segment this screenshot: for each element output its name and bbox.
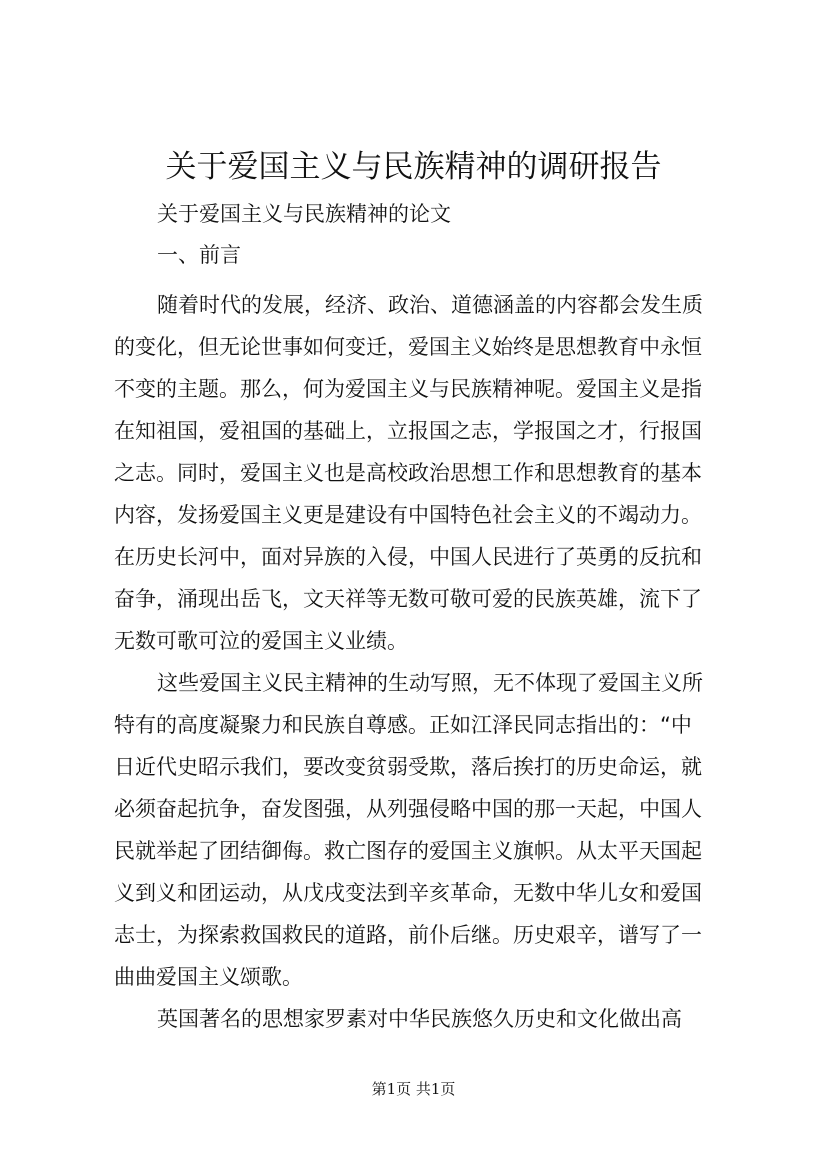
paragraph-1: [114, 284, 734, 662]
paragraph-line: 这些爱国主义民主精神的生动写照，无不体现了爱国主义所: [157, 671, 703, 695]
paragraph-line: 不变的主题。那么，何为爱国主义与民族精神呢。爱国主义是指: [114, 377, 702, 401]
paragraph-line: 民就举起了团结御侮。救亡图存的爱国主义旗帜。从太平天国起: [114, 839, 702, 863]
paragraph-line: 日近代史昭示我们，要改变贫弱受欺，落后挨打的历史命运，就: [114, 755, 702, 779]
section-heading: 一、前言: [157, 243, 241, 267]
page-title: 关于爱国主义与民族精神的调研报告: [165, 149, 662, 185]
paragraph-line: 曲曲爱国主义颂歌。: [114, 965, 303, 989]
paragraph-line: 英国著名的思想家罗素对中华民族悠久历史和文化做出高: [157, 1007, 682, 1031]
page-footer: 第1页 共1页: [371, 1080, 456, 1098]
paragraph-2: [114, 662, 734, 998]
paragraph-line: 随着时代的发展，经济、政治、道德涵盖的内容都会发生质: [157, 293, 703, 317]
paragraph-3: [114, 998, 734, 1040]
paragraph-line: 的变化，但无论世事如何变迁，爱国主义始终是思想教育中永恒: [114, 335, 702, 359]
paragraph-line: 必须奋起抗争，奋发图强，从列强侵略中国的那一天起，中国人: [114, 797, 702, 821]
paragraph-line: 在历史长河中，面对异族的入侵，中国人民进行了英勇的反抗和: [114, 545, 702, 569]
paragraph-line: 内容，发扬爱国主义更是建设有中国特色社会主义的不竭动力。: [114, 503, 702, 527]
subtitle: 关于爱国主义与民族精神的论文: [157, 202, 451, 226]
paragraph-line: 无数可歌可泣的爱国主义业绩。: [114, 629, 408, 653]
paragraph-line: 在知祖国，爱祖国的基础上，立报国之志，学报国之才，行报国: [114, 419, 702, 443]
paragraph-line: 特有的高度凝聚力和民族自尊感。正如江泽民同志指出的：“中: [114, 713, 692, 737]
paragraph-line: 志士，为探索救国救民的道路，前仆后继。历史艰辛，谱写了一: [114, 923, 702, 947]
body-text: [114, 284, 734, 1040]
paragraph-line: 义到义和团运动，从戊戌变法到辛亥革命，无数中华儿女和爱国: [114, 881, 702, 905]
paragraph-line: 奋争，涌现出岳飞，文天祥等无数可敬可爱的民族英雄，流下了: [114, 587, 702, 611]
paragraph-line: 之志。同时，爱国主义也是高校政治思想工作和思想教育的基本: [114, 461, 702, 485]
